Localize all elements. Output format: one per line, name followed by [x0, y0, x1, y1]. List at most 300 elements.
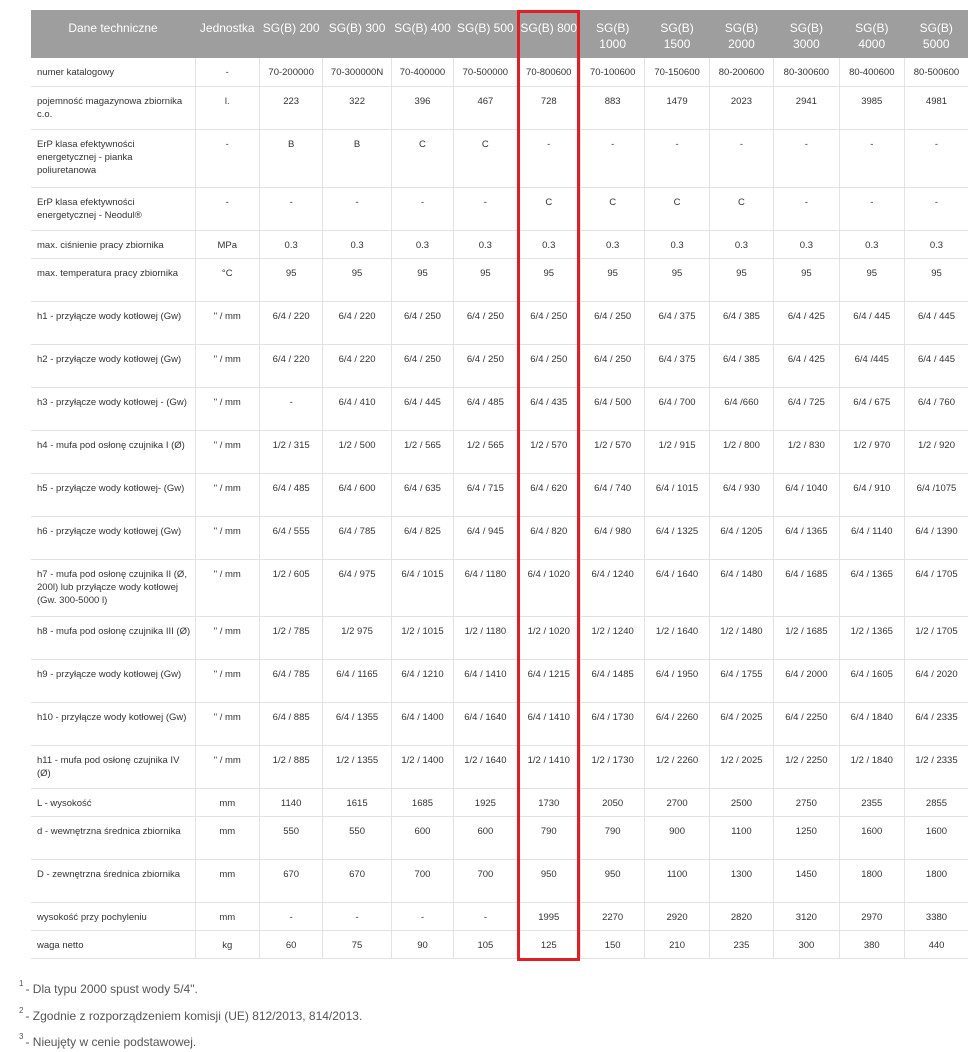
header-model: [517, 10, 580, 58]
table-row: [31, 902, 968, 930]
cell-value: C: [580, 187, 644, 230]
cell-value: 1/2 / 785: [259, 616, 322, 659]
row-unit: " / mm: [195, 516, 259, 559]
cell-value: 1/2 / 885: [259, 745, 322, 788]
cell-value: 6/4 / 250: [391, 344, 453, 387]
cell-value: 2920: [645, 902, 709, 930]
cell-value: -: [709, 129, 773, 187]
cell-value: 6/4 / 980: [580, 516, 644, 559]
cell-value: 6/4 / 220: [259, 344, 322, 387]
cell-value: 6/4 / 930: [709, 473, 773, 516]
cell-value: 600: [391, 816, 453, 859]
cell-value: 700: [454, 859, 517, 902]
cell-value: 6/4 / 375: [645, 344, 709, 387]
cell-value: -: [259, 902, 322, 930]
cell-value: 322: [323, 86, 391, 129]
table-row: [31, 344, 968, 387]
cell-value: 70-400000: [391, 58, 453, 86]
cell-value: 6/4 / 820: [517, 516, 580, 559]
cell-value: 70-100600: [580, 58, 644, 86]
cell-value: 0.3: [259, 230, 322, 258]
cell-value: 0.3: [517, 230, 580, 258]
cell-value: 6/4 / 445: [839, 301, 904, 344]
row-label: h1 - przyłącze wody kotłowej (Gw): [31, 301, 195, 344]
cell-value: 80-400600: [839, 58, 904, 86]
header-label: SG(B) 500: [457, 21, 514, 35]
header-label: SG(B) 1500: [660, 21, 694, 51]
row-label: h6 - przyłącze wody kotłowej (Gw): [31, 516, 195, 559]
header-unit: [195, 10, 259, 58]
row-label: max. ciśnienie pracy zbiornika: [31, 230, 195, 258]
row-label: max. temperatura pracy zbiornika: [31, 258, 195, 301]
cell-value: 6/4 / 385: [709, 344, 773, 387]
row-label: h5 - przyłącze wody kotłowej- (Gw): [31, 473, 195, 516]
footnote-1: [19, 981, 198, 996]
cell-value: 1/2 / 1410: [517, 745, 580, 788]
cell-value: 95: [839, 258, 904, 301]
cell-value: 1600: [839, 816, 904, 859]
footnote-text: - Dla typu 2000 spust wody 5/4".: [25, 982, 198, 996]
row-label: numer katalogowy: [31, 58, 195, 86]
row-unit: " / mm: [195, 473, 259, 516]
cell-value: 70-150600: [645, 58, 709, 86]
footnote-2: [19, 1008, 362, 1023]
row-unit: l.: [195, 86, 259, 129]
row-label: D - zewnętrzna średnica zbiornika: [31, 859, 195, 902]
cell-value: 6/4 / 675: [839, 387, 904, 430]
cell-value: 70-200000: [259, 58, 322, 86]
cell-value: -: [645, 129, 709, 187]
cell-value: 1730: [517, 788, 580, 816]
cell-value: 0.3: [709, 230, 773, 258]
cell-value: 1140: [259, 788, 322, 816]
cell-value: 80-500600: [904, 58, 968, 86]
cell-value: 3985: [839, 86, 904, 129]
cell-value: 6/4 / 945: [454, 516, 517, 559]
cell-value: 80-300600: [774, 58, 839, 86]
row-unit: " / mm: [195, 387, 259, 430]
cell-value: 6/4 / 975: [323, 559, 391, 616]
cell-value: 6/4 / 500: [580, 387, 644, 430]
cell-value: 1100: [645, 859, 709, 902]
cell-value: 6/4 / 1485: [580, 659, 644, 702]
header-model: [645, 10, 709, 58]
cell-value: 1479: [645, 86, 709, 129]
cell-value: 1615: [323, 788, 391, 816]
table-row: [31, 129, 968, 187]
cell-value: -: [323, 187, 391, 230]
row-label: waga netto: [31, 930, 195, 958]
cell-value: -: [454, 902, 517, 930]
row-unit: " / mm: [195, 702, 259, 745]
cell-value: 6/4 / 1390: [904, 516, 968, 559]
cell-value: 6/4 / 600: [323, 473, 391, 516]
cell-value: 6/4 / 435: [517, 387, 580, 430]
cell-value: 1/2 / 1355: [323, 745, 391, 788]
cell-value: 0.3: [839, 230, 904, 258]
cell-value: 95: [259, 258, 322, 301]
cell-value: 1/2 / 1480: [709, 616, 773, 659]
cell-value: -: [259, 387, 322, 430]
table-row: [31, 616, 968, 659]
cell-value: 6/4 / 1015: [645, 473, 709, 516]
cell-value: 70-300000N: [323, 58, 391, 86]
table-row: [31, 745, 968, 788]
cell-value: 600: [454, 816, 517, 859]
cell-value: 1/2 975: [323, 616, 391, 659]
cell-value: 6/4 / 1950: [645, 659, 709, 702]
cell-value: 2820: [709, 902, 773, 930]
cell-value: 6/4 / 785: [323, 516, 391, 559]
cell-value: 6/4 / 1325: [645, 516, 709, 559]
table-body: [31, 58, 968, 958]
header-model: [709, 10, 773, 58]
cell-value: 6/4 / 485: [259, 473, 322, 516]
cell-value: 380: [839, 930, 904, 958]
table-row: [31, 473, 968, 516]
cell-value: 0.3: [580, 230, 644, 258]
cell-value: -: [391, 187, 453, 230]
row-unit: mm: [195, 902, 259, 930]
cell-value: 1/2 / 570: [517, 430, 580, 473]
cell-value: 1/2 / 1400: [391, 745, 453, 788]
row-unit: °C: [195, 258, 259, 301]
table-row: [31, 930, 968, 958]
cell-value: 1/2 / 500: [323, 430, 391, 473]
tech-data-table: [31, 10, 968, 959]
cell-value: 95: [580, 258, 644, 301]
cell-value: 1/2 / 2025: [709, 745, 773, 788]
header-label: SG(B) 5000: [919, 21, 953, 51]
cell-value: 0.3: [645, 230, 709, 258]
cell-value: 6/4 / 740: [580, 473, 644, 516]
cell-value: -: [774, 187, 839, 230]
cell-value: 0.3: [391, 230, 453, 258]
cell-value: 70-800600: [517, 58, 580, 86]
cell-value: 6/4 / 700: [645, 387, 709, 430]
cell-value: 6/4 / 445: [904, 301, 968, 344]
cell-value: 1/2 / 830: [774, 430, 839, 473]
cell-value: 6/4 / 250: [391, 301, 453, 344]
header-model: [774, 10, 839, 58]
cell-value: 6/4 / 1020: [517, 559, 580, 616]
table-row: [31, 258, 968, 301]
cell-value: C: [709, 187, 773, 230]
cell-value: 6/4 / 1365: [839, 559, 904, 616]
header-model: [454, 10, 517, 58]
cell-value: 2500: [709, 788, 773, 816]
row-unit: mm: [195, 859, 259, 902]
table-row: [31, 430, 968, 473]
cell-value: 6/4 / 1355: [323, 702, 391, 745]
cell-value: 1250: [774, 816, 839, 859]
cell-value: 1/2 / 800: [709, 430, 773, 473]
cell-value: 95: [709, 258, 773, 301]
cell-value: 467: [454, 86, 517, 129]
cell-value: 6/4 / 2260: [645, 702, 709, 745]
header-model: [839, 10, 904, 58]
header-model: [904, 10, 968, 58]
cell-value: 6/4 / 220: [259, 301, 322, 344]
table-row: [31, 58, 968, 86]
cell-value: 300: [774, 930, 839, 958]
cell-value: 1/2 / 2260: [645, 745, 709, 788]
cell-value: 6/4 / 1400: [391, 702, 453, 745]
tech-data-table-container: [31, 10, 968, 959]
cell-value: B: [323, 129, 391, 187]
cell-value: 6/4 / 385: [709, 301, 773, 344]
cell-value: 6/4 / 1640: [645, 559, 709, 616]
table-row: [31, 659, 968, 702]
cell-value: 0.3: [774, 230, 839, 258]
cell-value: 60: [259, 930, 322, 958]
row-unit: kg: [195, 930, 259, 958]
cell-value: 6/4 /445: [839, 344, 904, 387]
cell-value: 125: [517, 930, 580, 958]
cell-value: 6/4 / 1215: [517, 659, 580, 702]
cell-value: 6/4 / 250: [517, 301, 580, 344]
cell-value: 6/4 / 635: [391, 473, 453, 516]
header-label: SG(B) 4000: [855, 21, 889, 51]
cell-value: 883: [580, 86, 644, 129]
cell-value: 1800: [904, 859, 968, 902]
cell-value: 6/4 /1075: [904, 473, 968, 516]
cell-value: 1/2 / 2250: [774, 745, 839, 788]
footnote-number: 2: [19, 1006, 24, 1015]
row-label: h3 - przyłącze wody kotłowej - (Gw): [31, 387, 195, 430]
cell-value: 6/4 / 1730: [580, 702, 644, 745]
cell-value: 150: [580, 930, 644, 958]
cell-value: -: [454, 187, 517, 230]
cell-value: 6/4 / 2335: [904, 702, 968, 745]
cell-value: 95: [774, 258, 839, 301]
cell-value: -: [323, 902, 391, 930]
row-label: h9 - przyłącze wody kotłowej (Gw): [31, 659, 195, 702]
cell-value: 6/4 / 250: [580, 344, 644, 387]
cell-value: 6/4 / 2020: [904, 659, 968, 702]
cell-value: 6/4 / 2250: [774, 702, 839, 745]
cell-value: 1/2 / 1020: [517, 616, 580, 659]
cell-value: 6/4 / 250: [454, 344, 517, 387]
cell-value: 2023: [709, 86, 773, 129]
cell-value: 6/4 / 1705: [904, 559, 968, 616]
cell-value: 1/2 / 565: [454, 430, 517, 473]
row-label: L - wysokość: [31, 788, 195, 816]
cell-value: C: [454, 129, 517, 187]
cell-value: 6/4 / 885: [259, 702, 322, 745]
table-row: [31, 387, 968, 430]
cell-value: 550: [323, 816, 391, 859]
cell-value: 1/2 / 915: [645, 430, 709, 473]
header-label: SG(B) 200: [262, 21, 320, 35]
cell-value: 6/4 / 485: [454, 387, 517, 430]
cell-value: 6/4 / 425: [774, 301, 839, 344]
cell-value: 6/4 / 375: [645, 301, 709, 344]
header-model: [391, 10, 453, 58]
table-row: [31, 516, 968, 559]
row-label: h7 - mufa pod osłonę czujnika II (Ø, 200l) lub przyłącze wody kotłowej (Gw. 300-5000 l): [31, 559, 195, 616]
cell-value: 6/4 / 220: [323, 344, 391, 387]
cell-value: 3120: [774, 902, 839, 930]
cell-value: 550: [259, 816, 322, 859]
cell-value: -: [774, 129, 839, 187]
cell-value: -: [517, 129, 580, 187]
cell-value: 2941: [774, 86, 839, 129]
header-label: SG(B) 300: [328, 21, 386, 35]
cell-value: 1/2 / 1180: [454, 616, 517, 659]
header-label: SG(B) 3000: [789, 21, 824, 51]
row-label: ErP klasa efektywności energetycznej - pianka poliuretanowa: [31, 129, 195, 187]
cell-value: 1800: [839, 859, 904, 902]
cell-value: 6/4 / 1410: [517, 702, 580, 745]
cell-value: 1/2 / 1240: [580, 616, 644, 659]
cell-value: 6/4 / 715: [454, 473, 517, 516]
table-row: [31, 86, 968, 129]
cell-value: C: [391, 129, 453, 187]
cell-value: 1/2 / 970: [839, 430, 904, 473]
header-label: SG(B) 1000: [595, 21, 630, 51]
cell-value: 6/4 / 250: [517, 344, 580, 387]
row-unit: " / mm: [195, 344, 259, 387]
cell-value: 700: [391, 859, 453, 902]
cell-value: 235: [709, 930, 773, 958]
cell-value: 950: [580, 859, 644, 902]
cell-value: 6/4 / 620: [517, 473, 580, 516]
row-unit: -: [195, 187, 259, 230]
table-header-row: [31, 10, 968, 58]
cell-value: 75: [323, 930, 391, 958]
cell-value: 6/4 / 250: [454, 301, 517, 344]
cell-value: 6/4 / 725: [774, 387, 839, 430]
cell-value: 6/4 / 1685: [774, 559, 839, 616]
cell-value: 6/4 / 1180: [454, 559, 517, 616]
row-label: h4 - mufa pod osłonę czujnika I (Ø): [31, 430, 195, 473]
footnote-text: - Nieujęty w cenie podstawowej.: [25, 1035, 197, 1049]
cell-value: 6/4 / 1755: [709, 659, 773, 702]
cell-value: 6/4 / 1240: [580, 559, 644, 616]
cell-value: 1685: [391, 788, 453, 816]
table-row: [31, 702, 968, 745]
cell-value: 6/4 / 1605: [839, 659, 904, 702]
cell-value: 670: [323, 859, 391, 902]
cell-value: 1/2 / 920: [904, 430, 968, 473]
cell-value: 6/4 / 1140: [839, 516, 904, 559]
cell-value: 396: [391, 86, 453, 129]
row-unit: " / mm: [195, 659, 259, 702]
cell-value: 6/4 / 785: [259, 659, 322, 702]
row-unit: -: [195, 129, 259, 187]
cell-value: 2970: [839, 902, 904, 930]
cell-value: 6/4 / 425: [774, 344, 839, 387]
row-label: ErP klasa efektywności energetycznej - Neodul®: [31, 187, 195, 230]
row-unit: mm: [195, 788, 259, 816]
cell-value: 6/4 / 760: [904, 387, 968, 430]
cell-value: 95: [645, 258, 709, 301]
cell-value: 80-200600: [709, 58, 773, 86]
footnote-text: - Zgodnie z rozporządzeniem komisji (UE) 812/2013, 814/2013.: [25, 1009, 363, 1023]
header-model: [259, 10, 322, 58]
cell-value: 728: [517, 86, 580, 129]
cell-value: 1/2 / 1640: [454, 745, 517, 788]
table-row: [31, 301, 968, 344]
cell-value: 6/4 / 1210: [391, 659, 453, 702]
row-unit: " / mm: [195, 430, 259, 473]
header-model: [580, 10, 644, 58]
cell-value: B: [259, 129, 322, 187]
header-param: [31, 10, 195, 58]
cell-value: -: [904, 187, 968, 230]
cell-value: 6/4 / 555: [259, 516, 322, 559]
header-label: Jednostka: [199, 21, 255, 35]
cell-value: -: [904, 129, 968, 187]
cell-value: -: [839, 129, 904, 187]
cell-value: 2270: [580, 902, 644, 930]
cell-value: 95: [454, 258, 517, 301]
cell-value: 1600: [904, 816, 968, 859]
cell-value: 6/4 / 220: [323, 301, 391, 344]
row-label: d - wewnętrzna średnica zbiornika: [31, 816, 195, 859]
cell-value: 790: [517, 816, 580, 859]
cell-value: 2750: [774, 788, 839, 816]
row-unit: MPa: [195, 230, 259, 258]
row-label: h11 - mufa pod osłonę czujnika IV (Ø): [31, 745, 195, 788]
cell-value: 440: [904, 930, 968, 958]
footnote-number: 3: [19, 1032, 24, 1041]
cell-value: 1995: [517, 902, 580, 930]
row-label: pojemność magazynowa zbiornika c.o.: [31, 86, 195, 129]
cell-value: 6/4 / 250: [580, 301, 644, 344]
cell-value: -: [580, 129, 644, 187]
cell-value: 2700: [645, 788, 709, 816]
cell-value: 6/4 / 910: [839, 473, 904, 516]
cell-value: 223: [259, 86, 322, 129]
cell-value: 210: [645, 930, 709, 958]
cell-value: 6/4 / 2000: [774, 659, 839, 702]
cell-value: 95: [391, 258, 453, 301]
table-row: [31, 230, 968, 258]
footnote-number: 1: [19, 979, 24, 988]
table-row: [31, 816, 968, 859]
cell-value: 1/2 / 605: [259, 559, 322, 616]
cell-value: 6/4 /660: [709, 387, 773, 430]
table-row: [31, 788, 968, 816]
cell-value: 2050: [580, 788, 644, 816]
cell-value: 6/4 / 1480: [709, 559, 773, 616]
row-label: h10 - przyłącze wody kotłowej (Gw): [31, 702, 195, 745]
cell-value: -: [259, 187, 322, 230]
cell-value: 6/4 / 1165: [323, 659, 391, 702]
cell-value: 6/4 / 445: [391, 387, 453, 430]
cell-value: -: [391, 902, 453, 930]
footnote-3: [19, 1034, 196, 1049]
cell-value: 1100: [709, 816, 773, 859]
cell-value: 4981: [904, 86, 968, 129]
cell-value: 95: [904, 258, 968, 301]
cell-value: 6/4 / 1365: [774, 516, 839, 559]
cell-value: 950: [517, 859, 580, 902]
cell-value: 0.3: [323, 230, 391, 258]
cell-value: 1300: [709, 859, 773, 902]
table-row: [31, 559, 968, 616]
cell-value: 6/4 / 1410: [454, 659, 517, 702]
row-unit: -: [195, 58, 259, 86]
cell-value: 6/4 / 1015: [391, 559, 453, 616]
header-label: Dane techniczne: [68, 21, 158, 35]
cell-value: 6/4 / 1040: [774, 473, 839, 516]
cell-value: C: [645, 187, 709, 230]
cell-value: 1/2 / 1705: [904, 616, 968, 659]
cell-value: 105: [454, 930, 517, 958]
